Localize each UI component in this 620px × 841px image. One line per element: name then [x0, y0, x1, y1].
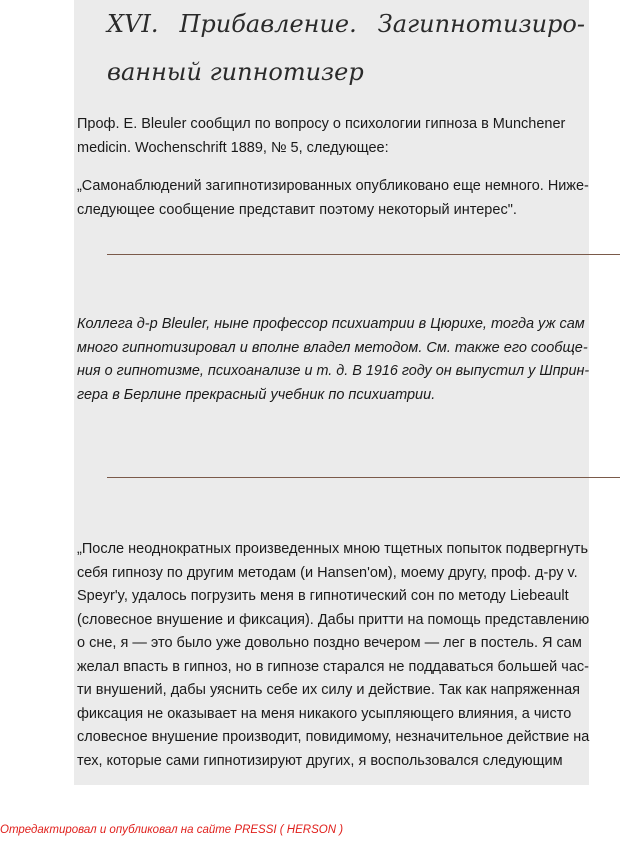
text-line: Speyr'y, удалось погрузить меня в гипнотический сон по методу Liebeault	[77, 588, 569, 604]
intro-paragraph	[77, 113, 589, 160]
text-line: (словесное внушение и фиксация). Дабы притти на помощь представлению	[77, 611, 590, 628]
text-line: о сне, я — это было уже довольно поздно вечером — лег в постель. Я сам	[77, 635, 582, 651]
divider-line	[107, 477, 620, 478]
text-line: желал впасть в гипноз, но в гипнозе старался не поддаваться большей час-	[77, 658, 589, 675]
text-line: словесное внушение производит, повидимому, незначительное действие на	[77, 729, 590, 745]
text-line: себя гипнозу по другим методам (и Hansen'ом), моему другу, проф. д-ру v.	[77, 564, 578, 581]
quote-paragraph	[77, 175, 589, 222]
chapter-title-word: Загипнотизиро-	[377, 10, 585, 38]
text-line: Коллега д-р Bleuler, ныне профессор психиатрии в Цюрихе, тогда уж сам	[77, 316, 585, 332]
footnote-paragraph	[77, 313, 589, 407]
divider-line	[107, 254, 620, 255]
text-line: Проф. Е. Bleuler сообщил по вопросу о психологии гипноза в Munchener	[77, 116, 566, 132]
text-line: ти внушений, дабы уяснить себе их силу и действие. Так как напряженная	[77, 682, 581, 698]
text-line: тех, которые сами гипнотизируют других, я воспользовался следующим	[77, 752, 563, 769]
text-line: гера в Берлине прекрасный учебник по психиатрии.	[77, 386, 436, 403]
chapter-title-word: Прибавление.	[179, 10, 357, 38]
body-paragraph	[77, 538, 589, 773]
footer-credit: Отредактировал и опубликовал на сайте PRESSI ( HERSON )	[0, 824, 344, 836]
text-line: ния о гипнотизме, психоанализе и т. д. В 1916 году он выпустил у Шприн-	[77, 363, 590, 379]
text-line: medicin. Wochenschrift 1889, № 5, следующее:	[77, 139, 389, 156]
chapter-title	[107, 10, 585, 38]
text-line: „После неоднократных произведенных мною тщетных попыток подвергнуть	[77, 541, 589, 557]
text-line: „Самонаблюдений загипнотизированных опубликовано еще немного. Ниже-	[77, 178, 589, 194]
text-line: много гипнотизировал и вполне владел методом. См. также его сообще-	[77, 339, 588, 356]
text-line: фиксация не оказывает на меня никакого усыпляющего влияния, а чисто	[77, 705, 572, 722]
chapter-title-continued: ванный гипнотизер	[107, 58, 364, 86]
text-line: следующее сообщение представит поэтому некоторый интерес".	[77, 201, 517, 218]
chapter-number: XVI.	[107, 10, 159, 38]
